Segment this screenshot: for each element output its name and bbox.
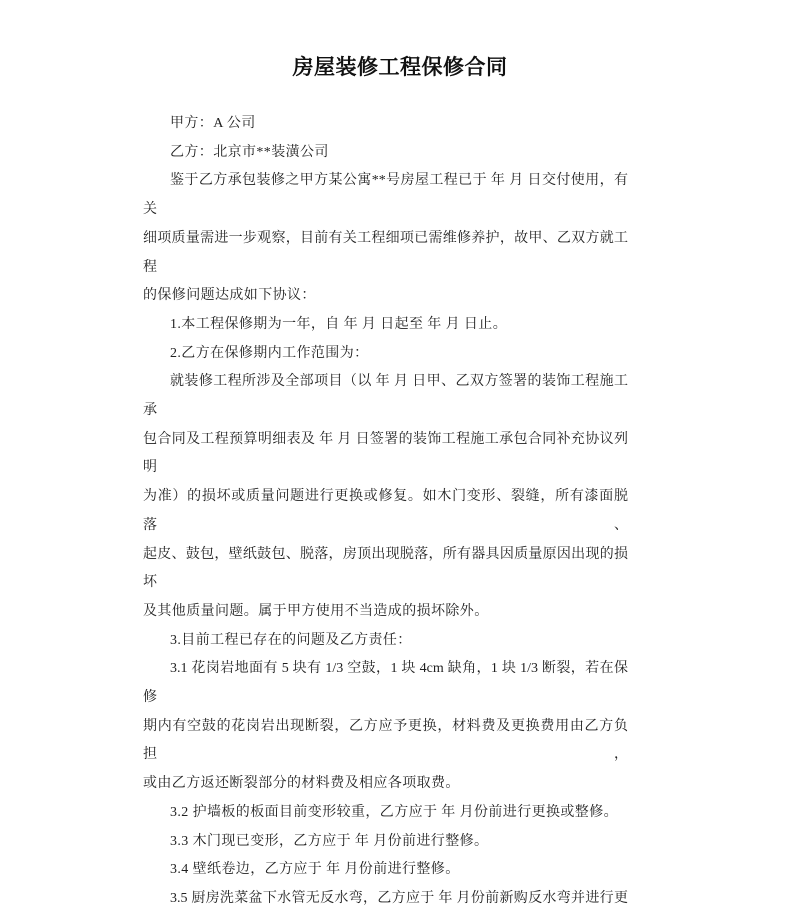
document-body xyxy=(143,110,628,914)
text-line: 3.1 花岗岩地面有 5 块有 1/3 空鼓，1 块 4cm 缺角，1 块 1/3 断裂，若在保修 xyxy=(143,661,628,706)
text-line: 起皮、鼓包，壁纸鼓包、脱落，房顶出现脱落，所有器具因质量原因出现的损坏 xyxy=(143,546,628,591)
text-line: 或由乙方返还断裂部分的材料费及相应各项取费。 xyxy=(143,776,460,792)
text-line: 及其他质量问题。属于甲方使用不当造成的损坏除外。 xyxy=(143,603,489,619)
text-line: 3.目前工程已存在的问题及乙方责任： xyxy=(170,632,412,648)
text-line: 鉴于乙方承包装修之甲方某公寓**号房屋工程已于 年 月 日交付使用，有关 xyxy=(143,173,628,218)
text-line: 就装修工程所涉及全部项目（以 年 月 日甲、乙双方签署的装饰工程施工承 xyxy=(143,374,628,419)
text-line: 为准）的损坏或质量问题进行更换或修复。如木门变形、裂缝，所有漆面脱落、 xyxy=(143,489,628,533)
text-line: 包合同及工程预算明细表及 年 月 日签署的装饰工程施工承包合同补充协议列明 xyxy=(143,431,628,476)
text-line: 3.4 壁纸卷边，乙方应于 年 月份前进行整修。 xyxy=(170,862,460,878)
text-line: 3.5 厨房洗菜盆下水管无反水弯，乙方应于 年 月份前新购反水弯并进行更 xyxy=(170,890,628,906)
text-line: 3.3 木门现已变形，乙方应于 年 月份前进行整修。 xyxy=(170,833,489,849)
text-line: 细项质量需进一步观察，目前有关工程细项已需维修养护，故甲、乙双方就工程 xyxy=(143,230,628,275)
text-line: 乙方：北京市**装潢公司 xyxy=(170,144,329,160)
text-line: 期内有空鼓的花岗岩出现断裂，乙方应予更换，材料费及更换费用由乙方负担， xyxy=(143,718,628,763)
text-line: 1.本工程保修期为一年，自 年 月 日起至 年 月 日止。 xyxy=(170,316,508,332)
text-line: 3.2 护墙板的板面目前变形较重，乙方应于 年 月份前进行更换或整修。 xyxy=(170,804,618,820)
text-line: 甲方：A 公司 xyxy=(170,116,256,131)
text-line: 2.乙方在保修期内工作范围为： xyxy=(170,345,369,361)
text-line: 的保修问题达成如下协议： xyxy=(143,288,316,304)
document-title: 房屋装修工程保修合同 xyxy=(292,55,508,79)
